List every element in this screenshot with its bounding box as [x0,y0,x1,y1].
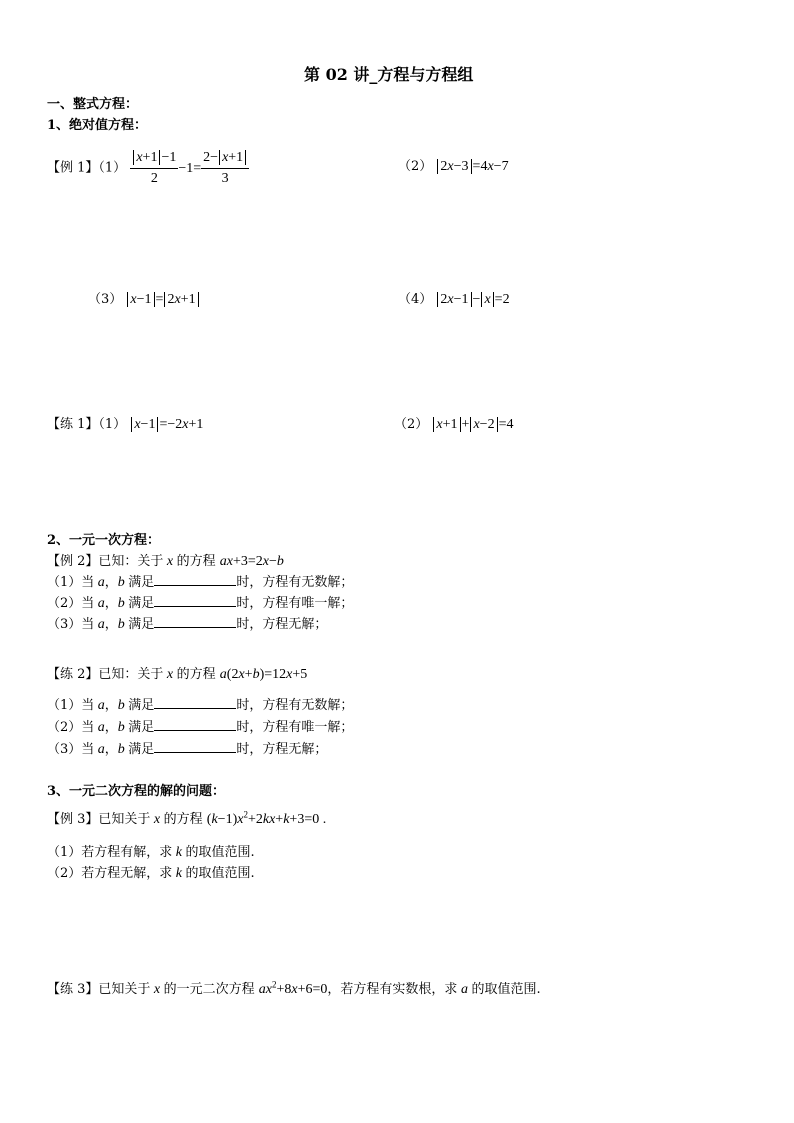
subsection-heading-3: 3、一元二次方程的解的问题： [47,784,226,799]
example-3-question-2-text: （2）若方程无解，求 [47,866,173,881]
answer-blank [154,573,236,586]
example-1-part-3 [88,288,200,308]
practice-2-line-1-prefix: （1）当 [47,698,95,713]
example-2-line-3-suffix: 时，方程无解； [236,617,328,632]
example-2-equation: ax+3=2x−b [219,554,284,569]
answer-blank [154,594,236,607]
example-1-part-2 [398,155,509,175]
practice-3-tail: ，若方程有实数根，求 [327,982,458,997]
example-2-line-1-mid: 满足 [128,575,155,590]
section-heading-1: 一、整式方程： [47,97,139,112]
practice-1-part-2 [394,413,513,433]
practice-2-line-3-prefix: （3）当 [47,742,95,757]
example-2-intro: 【例 2】已知：关于 x 的方程 ax+3=2x−b [47,554,284,569]
practice-1-part-1-label: （1） [98,417,127,432]
practice-2-line-1: （1）当 a，b 满足 时，方程有无数解； [47,698,354,713]
example-3-question-1: （1）若方程有解，求 k 的取值范围. [47,845,255,860]
answer-blank [154,740,236,753]
practice-2-line-1-mid: 满足 [128,698,155,713]
practice-1-part-2-equation: x+1 + x−2 =4 [432,417,513,432]
practice-3-tail-2: 的取值范围. [471,982,541,997]
example-1-part-3-equation: x−1 = 2x+1 [126,292,199,307]
practice-1-part-2-label: （2） [394,417,429,432]
example-2-line-3-prefix: （3）当 [47,617,95,632]
example-3-intro: 【例 3】已知关于 x 的方程 $(k-1)x^2+2kx+k+3=0$ . [47,809,327,827]
practice-2-line-3-mid: 满足 [128,742,155,757]
subsection-heading-2: 2、一元一次方程： [47,533,161,548]
example-2-intro-text-2: 的方程 [176,554,216,569]
practice-2-line-3: （3）当 a，b 满足 时，方程无解； [47,742,328,757]
answer-blank [154,696,236,709]
example-1-part-1-label: （1） [98,160,127,176]
example-3-question-1-text-2: 的取值范围. [185,845,255,860]
example-1 [47,150,249,187]
answer-blank [154,718,236,731]
example-2-line-1: （1）当 a，b 满足 时，方程有无数解； [47,575,354,590]
page-title: 第 02 讲_方程与方程组 [304,65,474,84]
practice-1-label: 【练 1】 [47,417,99,432]
example-1-part-3-label: （3） [88,292,123,307]
practice-2-line-2-mid: 满足 [128,720,155,735]
practice-3-intro-text: 【练 3】已知关于 [47,982,151,997]
example-3-question-2-text-2: 的取值范围. [185,866,255,881]
example-2-line-3: （3）当 a，b 满足 时，方程无解； [47,617,328,632]
practice-2-line-3-suffix: 时，方程无解； [236,742,328,757]
example-1-part-4-label: （4） [398,292,433,307]
example-2-intro-text: 【例 2】已知：关于 [47,554,164,569]
example-2-line-2-suffix: 时，方程有唯一解； [236,596,354,611]
practice-3-intro-text-2: 的一元二次方程 [163,982,255,997]
example-3-equation: $(k-1)x^2+2kx+k+3=0$ . [206,809,327,827]
example-2-line-1-suffix: 时，方程有无数解； [236,575,354,590]
practice-2-intro-text: 【练 2】已知：关于 [47,667,164,682]
example-2-line-2-mid: 满足 [128,596,155,611]
example-1-part-4 [398,288,510,308]
practice-2-line-2-prefix: （2）当 [47,720,95,735]
example-1-label: 【例 1】 [47,160,99,176]
practice-3: 【练 3】已知关于 x 的一元二次方程 $ax^2+8x+6=0$，若方程有实数根，求 a 的取值范围. [47,979,541,997]
example-2-line-2: （2）当 a，b 满足 时，方程有唯一解； [47,596,354,611]
practice-3-equation: $ax^2+8x+6=0$ [258,979,328,997]
example-1-part-2-label: （2） [398,159,433,174]
subsection-heading-1: 1、绝对值方程： [47,118,148,133]
practice-2-intro: 【练 2】已知：关于 x 的方程 a(2x+b)=12x+5 [47,667,308,682]
example-2-line-1-prefix: （1）当 [47,575,95,590]
example-1-part-4-equation: 2x−1 − x =2 [436,292,509,307]
example-3-question-2: （2）若方程无解，求 k 的取值范围. [47,866,255,881]
example-3-intro-text: 【例 3】已知关于 [47,812,151,827]
practice-2-line-2: （2）当 a，b 满足 时，方程有唯一解； [47,720,354,735]
practice-2-equation: a(2x+b)=12x+5 [219,667,308,682]
practice-2-line-2-suffix: 时，方程有唯一解； [236,720,354,735]
example-2-line-2-prefix: （2）当 [47,596,95,611]
practice-2-line-1-suffix: 时，方程有无数解； [236,698,354,713]
practice-1-part-1 [47,413,203,433]
example-1-part-1-equation: $\frac{x+1 -1}{2}$ −1= $\frac{2- x+1}{3}$ [130,161,249,176]
example-1-part-2-equation: 2x−3 =4x−7 [436,159,508,174]
example-3-intro-text-2: 的方程 [163,812,203,827]
example-2-line-3-mid: 满足 [128,617,155,632]
practice-2-intro-text-2: 的方程 [176,667,216,682]
answer-blank [154,615,236,628]
practice-1-part-1-equation: x−1 =−2x+1 [130,417,203,432]
example-3-question-1-text: （1）若方程有解，求 [47,845,173,860]
